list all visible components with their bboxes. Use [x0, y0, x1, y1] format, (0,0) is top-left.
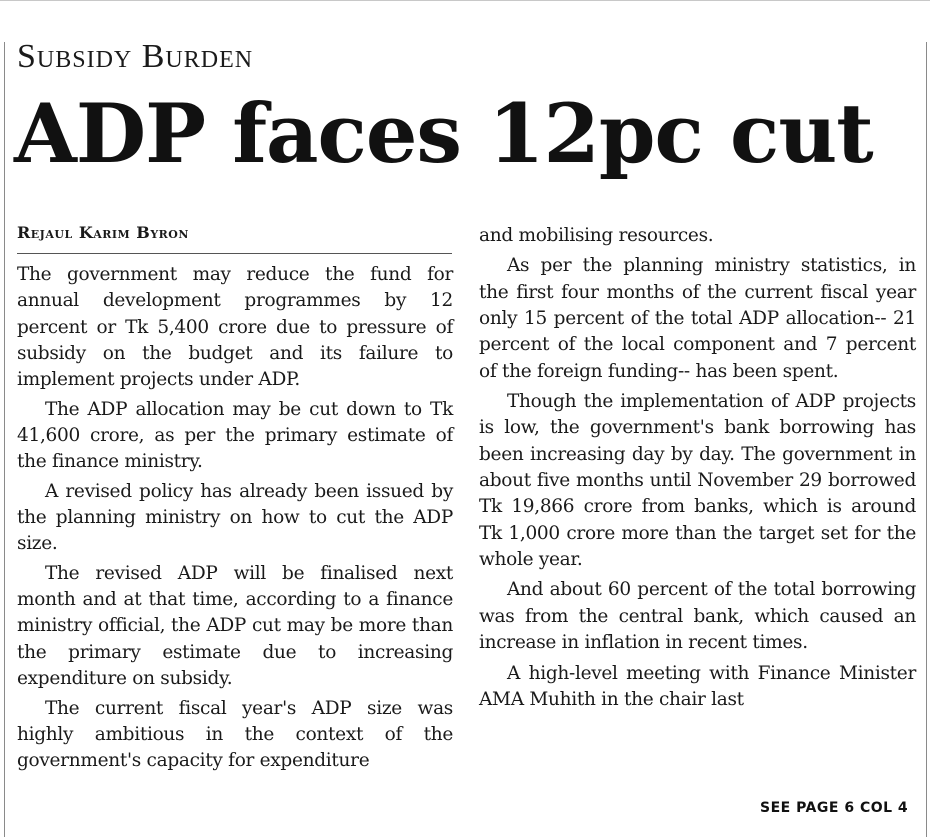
paragraph: A revised policy has already been issued by the planning ministry on how to cut the ADP size. — [17, 480, 453, 555]
article-column-1 — [17, 262, 453, 778]
top-border-rule — [0, 0, 930, 1]
article-headline: ADP faces 12pc cut — [14, 87, 873, 182]
continuation-jump-line: SEE PAGE 6 COL 4 — [760, 800, 909, 816]
paragraph: The revised ADP will be finalised next month and at that time, according to a finance ministry official, the ADP cut may be more than the primary estimate due to increasing expenditure on subsidy. — [17, 562, 453, 690]
right-border-rule — [926, 42, 927, 837]
paragraph: and mobilising resources. — [479, 225, 714, 246]
article-byline: Rejaul Karim Byron — [17, 223, 189, 242]
paragraph: The current fiscal year's ADP size was highly ambitious in the context of the government's capacity for expenditure — [17, 697, 453, 772]
paragraph: The ADP allocation may be cut down to Tk 41,600 crore, as per the primary estimate of the finance ministry. — [17, 398, 453, 473]
paragraph: As per the planning ministry statistics, in the first four months of the current fiscal year only 15 percent of the total ADP allocation-- 21 percent of the local component and 7 percent of the foreign funding-- has been spent. — [479, 255, 916, 382]
paragraph: The government may reduce the fund for annual development programmes by 12 percent or Tk 5,400 crore due to pressure of subsidy on the budget and its failure to implement projects under ADP. — [17, 264, 453, 391]
paragraph: Though the implementation of ADP projects is low, the government's bank borrowing has been increasing day by day. The government in about five months until November 29 borrowed Tk 19,866 crore from banks, which is around Tk 1,000 crore more than the target set for the whole year. — [479, 391, 916, 571]
left-border-rule — [4, 42, 5, 837]
article-column-2 — [479, 223, 916, 717]
byline-divider — [17, 253, 452, 254]
article-kicker: Subsidy Burden — [17, 38, 254, 75]
paragraph: And about 60 percent of the total borrowing was from the central bank, which caused an increase in inflation in recent times. — [479, 579, 916, 654]
paragraph: A high-level meeting with Finance Minister AMA Muhith in the chair last — [479, 662, 916, 710]
